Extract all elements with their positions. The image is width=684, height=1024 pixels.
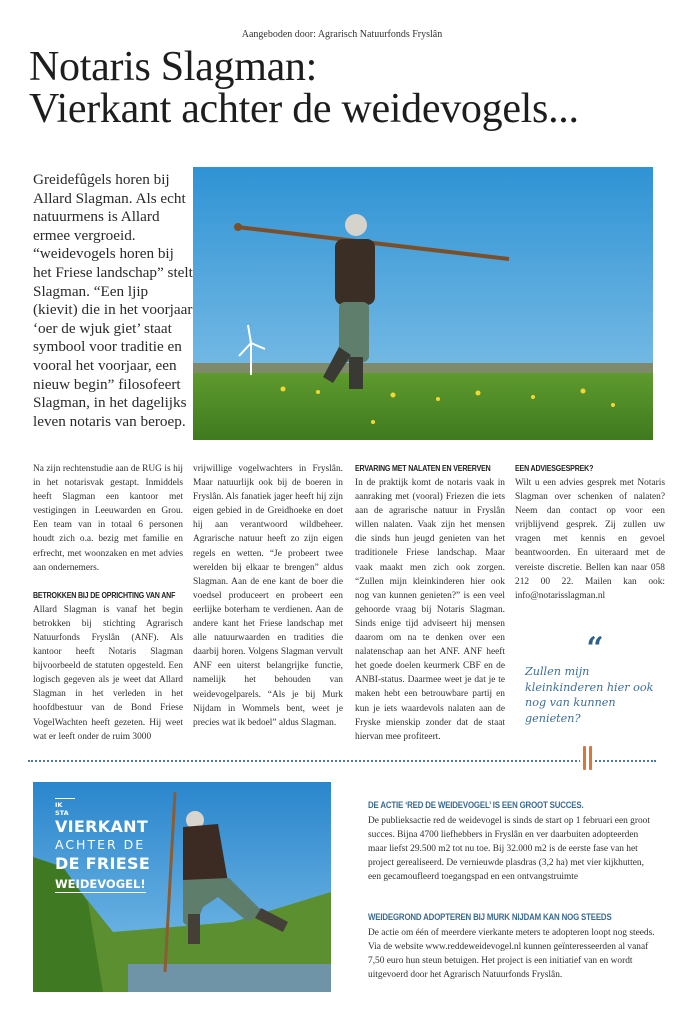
campaign-line-4: DE FRIESE <box>55 854 151 873</box>
campaign-line-2: VIERKANT <box>55 817 149 836</box>
column-1-paragraph-2: Allard Slagman is vanaf het begin betrokken bij stichting Agrarisch Natuurfonds Fryslân (ANF). Als kantoor heeft Notaris Slagman bijvoorbeeld de statuten opgesteld. Een logisch gegeven als je weet dat Allard Slagman in het verleden in het hoofdbestuur van de Bond Friese VogelWachten heeft gezeten. Hij weet wat er leeft onder de ruim 3000 <box>33 604 183 742</box>
column-2-paragraph: vrijwillige vogelwachters in Fryslân. Maar natuurlijk ook bij de boeren in Fryslân. Als fanatiek jager heeft hij zijn eigen gebied in de Greidhoeke en doet hij aan verantwoord wildbeheer. Agrarische natuur heeft zo zijn eigen regels en wetten. “Je probeert twee werelden bij elkaar te brengen” aldus Slagman. Aan de ene kant de boer die voedsel produceert en probeert een eerlijke boterham te verdienen. Aan de andere kant het Friese landschap met alle natuurwaarden en tradities die daarbij horen. Volgens Slagman vervult ANF een uiterst belangrijke functie, namelijk het behouden van weidevogelparels. “Als je bij Murk Nijdam in Wommels bent, weet je precies wat ik bedoel” aldus Slagman. <box>193 464 343 728</box>
bottom-heading-1: DE ACTIE ‘RED DE WEIDEVOGEL’ IS EEN GROOT SUCCES. <box>368 800 584 811</box>
section-heading-nalaten: ERVARING MET NALATEN EN VERERVEN <box>355 463 491 473</box>
hero-photo <box>193 167 653 440</box>
title-line-2: Vierkant achter de weidevogels... <box>29 86 579 132</box>
campaign-line-3: ACHTER DE <box>55 837 146 852</box>
section-heading-adviesgesprek: EEN ADVIESGESPREK? <box>515 463 594 473</box>
campaign-line-5: WEIDEVOGEL! <box>55 877 146 891</box>
column-1-paragraph: Na zijn rechtenstudie aan de RUG is hij in het notarisvak gestapt. Inmiddels heeft Slagman een kantoor met vestigingen in Leeuwarden en Grou. Een team van in totaal 6 personen houdt zich o.a. bezig met familie en erfrecht, met woonzaken en met advies aan ondernemers. <box>33 464 183 573</box>
orange-bars-icon <box>580 746 594 770</box>
man-with-pole-photo <box>193 167 653 440</box>
page-title <box>29 46 579 130</box>
intro-text: Greidefûgels horen bij Allard Slagman. Als echt natuurmens is Allard ermee vergroeid. “weidevogels horen bij het Friese landschap” stelt Slagman. “Een ljip (kievit) die in het voorjaar ‘oer de wjuk giet’ staat symbool voor traditie en vooral het voorjaar, een nieuw begin” filosofeert Slagman, in het dagelijks leven notaris van beroep. <box>33 171 193 430</box>
quote-mark-icon: “ <box>586 631 604 666</box>
pull-quote <box>525 631 665 726</box>
article-column-3 <box>355 462 505 744</box>
column-3-paragraph: In de praktijk komt de notaris vaak in aanraking met (vooral) Friezen die iets aan de agrarische natuur in Fryslân willen nalaten. Vaak zijn het mensen die sinds hun jeugd genieten van het traditionele Friese landschap. Maar vaak maakt men zich ook zorgen. “Zullen mijn kleinkinderen hier ook nog van kunnen genieten?” is een veel gehoorde vraag bij Notaris Slagman. Sinds enige tijd adviseert hij mensen daarom om na te denken over een nalatenschap aan het ANF. ANF heeft het goede doelen keurmerk CBF en de ANBI-status. Daarmee weet je dat je te maken hebt een betrouwbare partij en kun je iets waardevols nalaten aan de Fryske mienskip zonder dat de staat hiervan mee profiteert. <box>355 478 505 742</box>
campaign-overlay <box>55 798 150 893</box>
dotted-divider <box>28 760 656 763</box>
title-line-1: Notaris Slagman: <box>29 44 317 90</box>
bottom-text-2: De actie om één of meerdere vierkante meters te adopteren loopt nog steeds. Via de website www.reddeweidevogel.nl kunnen geïnteresseerden al vanaf 7,50 euro hun steun betuigen. Het project is een initiatief van en wordt uitgevoerd door het Agrarisch Natuurfonds Fryslân. <box>368 928 655 980</box>
column-4-paragraph: Wilt u een advies gesprek met Notaris Slagman over schenken of nalaten? Neem dan contact op voor een vrijblijvend gesprek. Zij zullen uw vragen met kennis en gevoel beantwoorden. En uiteraard met de vereiste discretie. Bellen kan naar 058 212 00 22. Mailen kan ook: info@notarisslagman.nl <box>515 478 665 601</box>
section-heading-anf: BETROKKEN BIJ DE OPRICHTING VAN ANF <box>33 589 176 600</box>
bottom-section-1 <box>368 800 658 884</box>
bottom-section-2 <box>368 912 658 982</box>
article-column-2 <box>193 462 343 730</box>
campaign-photo <box>33 782 331 992</box>
bottom-text-1: De publieksactie red de weidevogel is sinds de start op 1 februari een groot succes. Bijna 4700 liefhebbers in Fryslân en ver daarbuiten adopteerden maar liefst 29.500 m2 tot nu toe. Bij 32.000 m2 is de eerste fase van het project gerealiseerd. De vernieuwde plasdras (3,2 ha) met vier kijkhutten, een gecamoufleerd toegangspad en een ontvangstruimte <box>368 816 650 882</box>
article-column-1 <box>33 462 183 744</box>
article-column-4 <box>515 462 665 603</box>
pull-quote-text: Zullen mijn kleinkinderen hier ook nog van kunnen genieten? <box>525 665 654 725</box>
campaign-line-1: IK STA <box>55 798 75 817</box>
bottom-heading-2: WEIDEGROND ADOPTEREN BIJ MURK NIJDAM KAN NOG STEEDS <box>368 912 612 923</box>
sponsor-line: Aangeboden door: Agrarisch Natuurfonds Fryslân <box>241 29 443 40</box>
